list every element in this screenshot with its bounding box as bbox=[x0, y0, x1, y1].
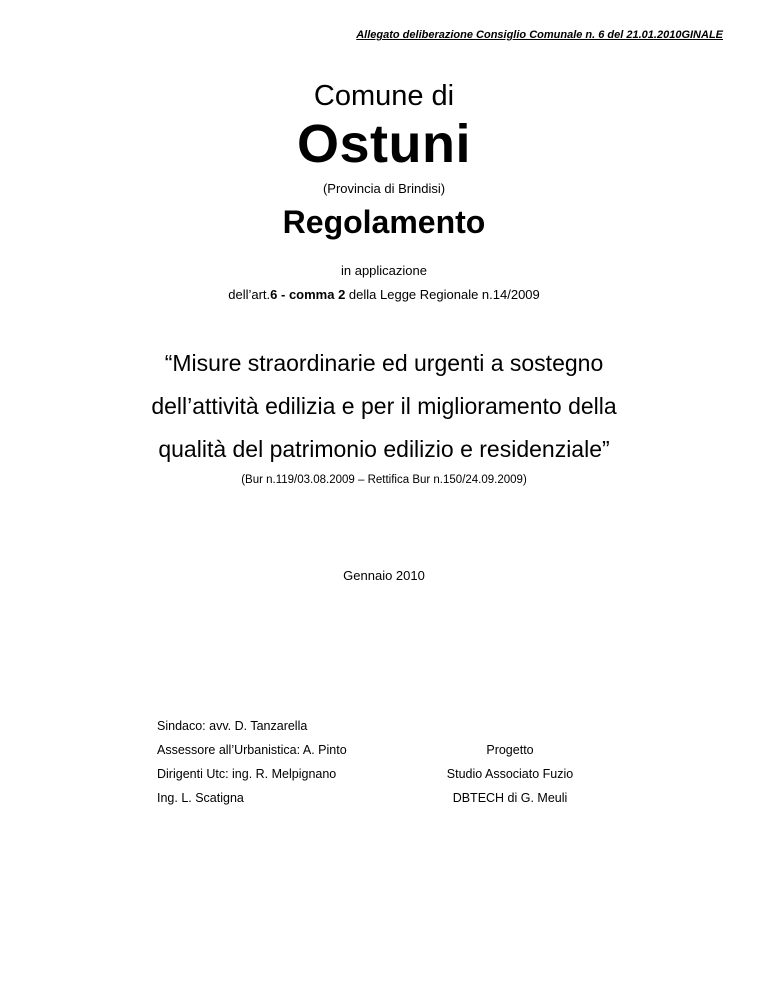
header-note: Allegato deliberazione Consiglio Comunale n. 6 del 21.01.2010GINALE bbox=[356, 29, 723, 41]
credit-sindaco: Sindaco: avv. D. Tanzarella bbox=[157, 719, 308, 733]
legal-ref-article: 6 - comma 2 bbox=[270, 287, 346, 302]
credits-right-column bbox=[390, 738, 630, 810]
credits-left-column bbox=[157, 714, 347, 810]
legal-reference bbox=[0, 287, 768, 302]
credit-progetto-label: Progetto bbox=[486, 743, 534, 757]
city-name: Ostuni bbox=[297, 114, 471, 174]
document-date: Gennaio 2010 bbox=[343, 568, 425, 583]
credit-ingegnere: Ing. L. Scatigna bbox=[157, 791, 244, 805]
legal-ref-prefix: dell’art. bbox=[228, 287, 271, 302]
subject-line: dell’attività edilizia e per il miglioramento della bbox=[151, 393, 617, 419]
in-applicazione-label: in applicazione bbox=[340, 263, 427, 278]
provincia-label: (Provincia di Brindisi) bbox=[322, 181, 446, 196]
regulation-subject bbox=[0, 342, 768, 471]
bur-reference: (Bur n.119/03.08.2009 – Rettifica Bur n.150/24.09.2009) bbox=[241, 474, 527, 486]
subject-line: qualità del patrimonio edilizio e residenziale” bbox=[158, 436, 610, 462]
document-title: Regolamento bbox=[282, 204, 486, 240]
comune-di-label: Comune di bbox=[313, 80, 455, 112]
legal-ref-suffix: della Legge Regionale n.14/2009 bbox=[345, 287, 540, 302]
credit-studio: Studio Associato Fuzio bbox=[446, 767, 574, 781]
credit-assessore: Assessore all’Urbanistica: A. Pinto bbox=[157, 743, 347, 757]
credit-dbtech: DBTECH di G. Meuli bbox=[452, 791, 568, 805]
subject-line: “Misure straordinarie ed urgenti a sostegno bbox=[164, 350, 604, 376]
credit-dirigenti: Dirigenti Utc: ing. R. Melpignano bbox=[157, 767, 337, 781]
